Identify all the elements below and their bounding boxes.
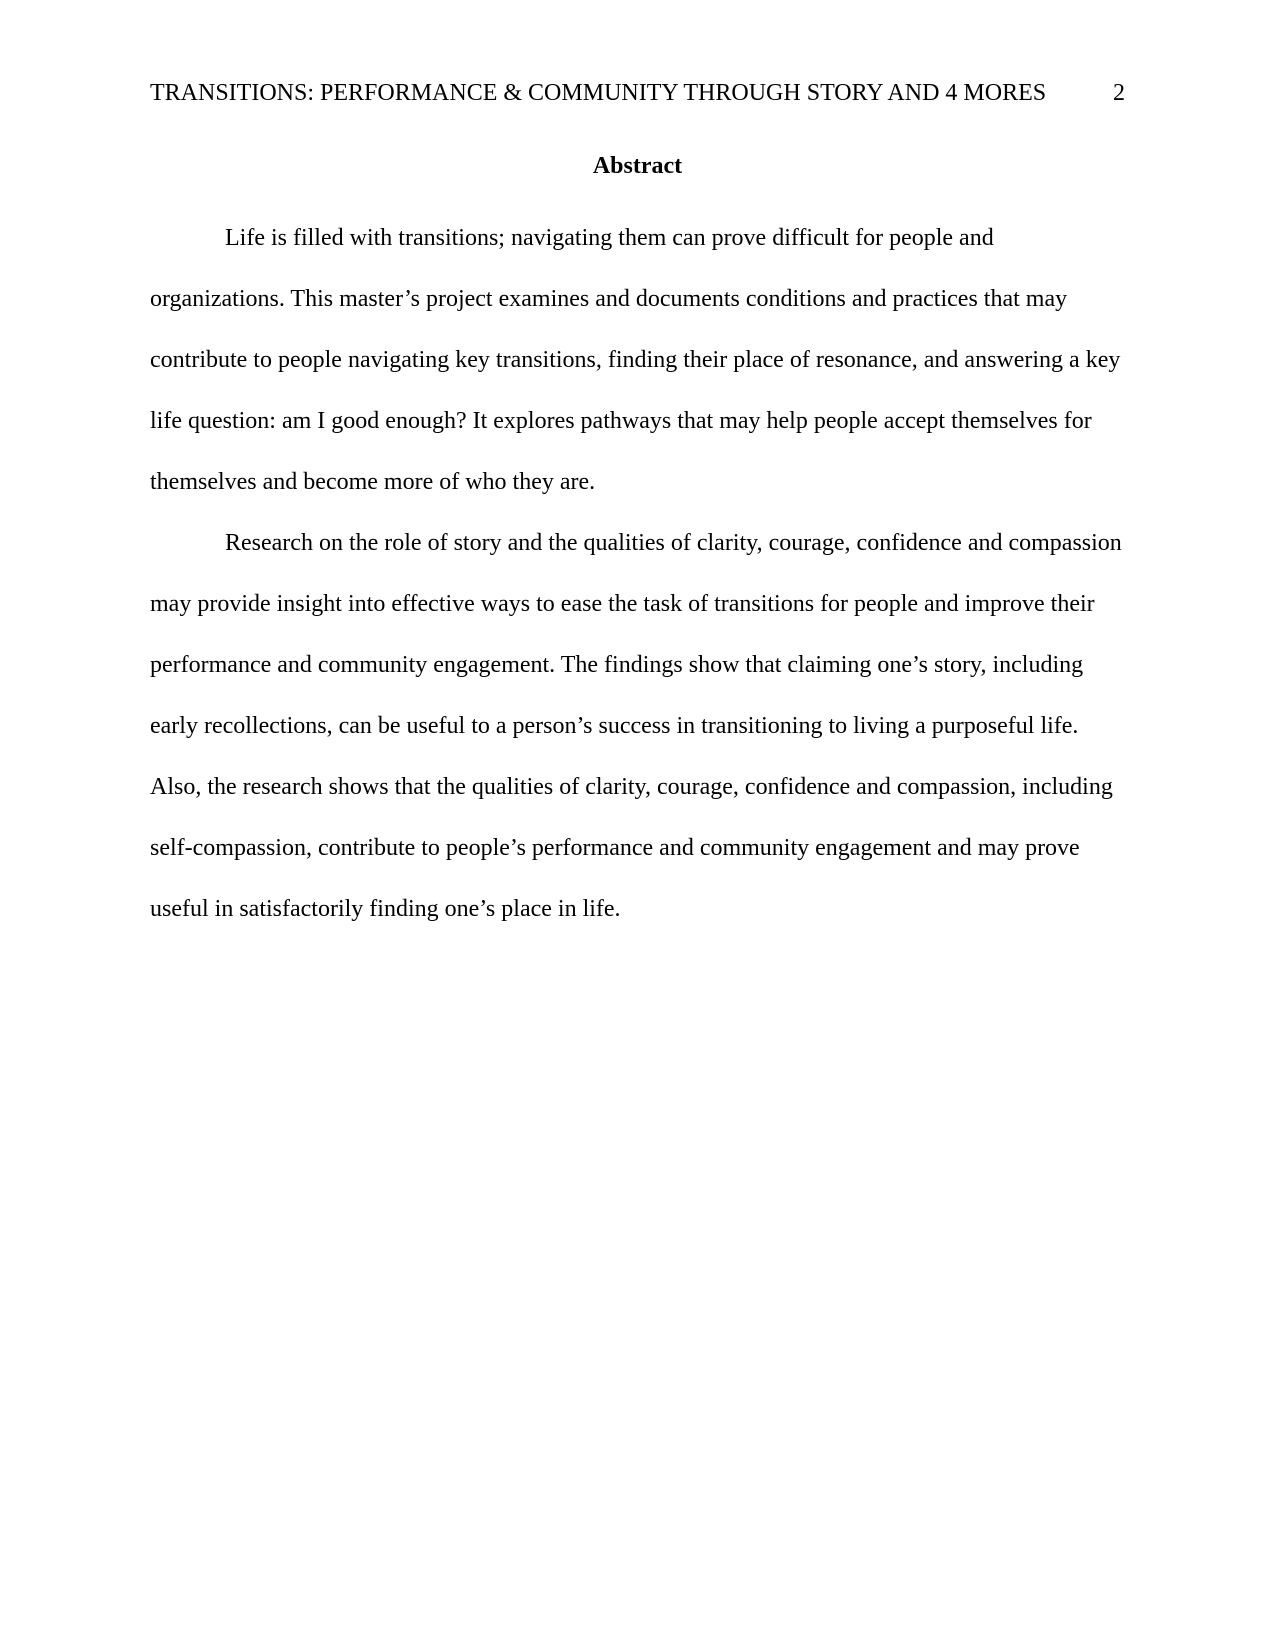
abstract-body xyxy=(150,208,1125,940)
running-head-title: TRANSITIONS: PERFORMANCE & COMMUNITY THROUGH STORY AND 4 MORES xyxy=(150,80,1047,106)
abstract-heading: Abstract xyxy=(592,153,683,179)
page-number: 2 xyxy=(1113,80,1125,106)
running-head xyxy=(150,75,1125,111)
abstract-paragraph: Research on the role of story and the qualities of clarity, courage, confidence and compassion may provide insight into effective ways to ease the task of transitions for people and improve their performance and community engagement. The findings show that claiming one’s story, including early recollections, can be useful to a person’s success in transitioning to living a purposeful life. Also, the research shows that the qualities of clarity, courage, confidence and compassion, including self-compassion, contribute to people’s performance and community engagement and may prove useful in satisfactorily finding one’s place in life. xyxy=(150,530,1122,922)
abstract-paragraph: Life is filled with transitions; navigating them can prove difficult for people and organizations. This master’s project examines and documents conditions and practices that may contribute to people navigating key transitions, finding their place of resonance, and answering a key life question: am I good enough? It explores pathways that may help people accept themselves for themselves and become more of who they are. xyxy=(150,225,1121,495)
